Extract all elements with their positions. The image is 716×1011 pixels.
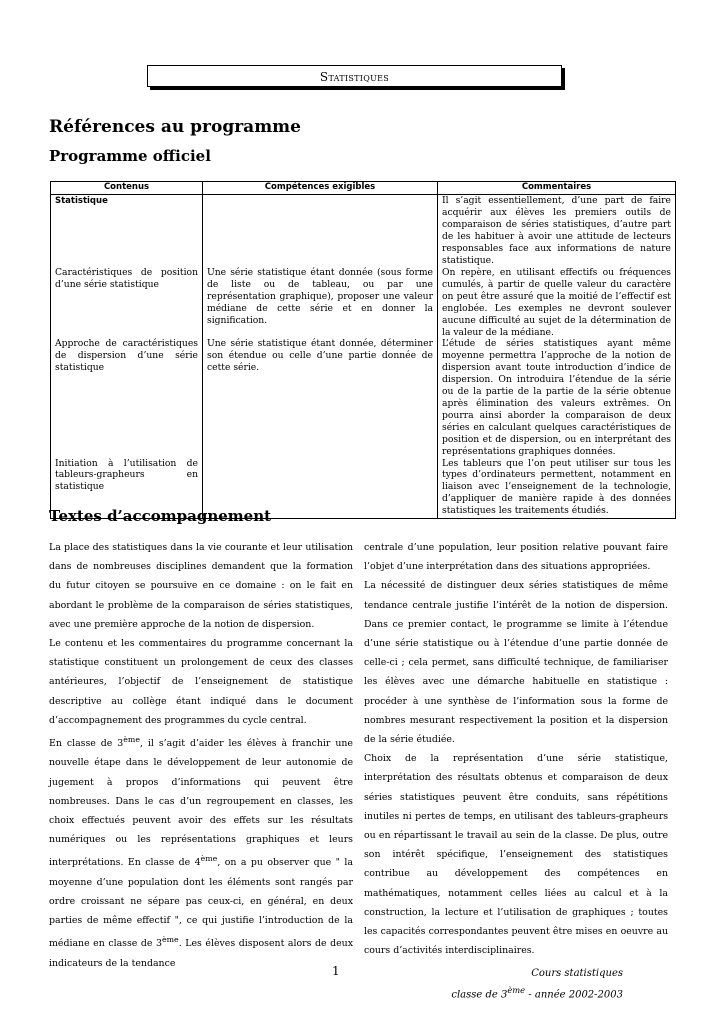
header-title-box xyxy=(147,65,562,87)
table-cell-commentaire: L’étude de séries statistiques ayant même moyenne permettra l’approche de la notion de dispersion avant toute introduction d’indice de dispersion. On introduira l’étendue de la série ou de la partie de la partie de la série obtenue après élimination des valeurs extrêmes. On pourra ainsi aborder la comparaison de deux séries en calculant quelques caractéristiques de position et de dispersion, ou en interprétant des représentations graphiques données. xyxy=(438,338,676,457)
table-header-commentaires: Commentaires xyxy=(438,182,676,195)
paragraph: centrale d’une population, leur position relative pouvant faire l’objet d’une interprétation dans des situations appropriées. xyxy=(364,542,668,573)
footer-class-year: classe de 3ème - année 2002-2003 xyxy=(451,985,623,1001)
table-cell-competence xyxy=(203,195,438,268)
table-cell-commentaire: On repère, en utilisant effectifs ou fréquences cumulés, à partir de quelle valeur du caractère on peut être assuré que la moitié de l’effectif est englobée. Les exemples ne devront soulever aucune difficulté au sujet de la détermination de la valeur de la médiane. xyxy=(438,267,676,338)
paragraph: En classe de 3ème, il s’agit d’aider les élèves à franchir une nouvelle étape dans le développement de leur autonomie de jugement à propos d’informations qui peuvent être nombreuses. Dans le cas d’un regroupement en classes, les choix effectués peuvent avoir des effets sur les résultats numériques ou les représentations graphiques et leurs interprétations. En classe de 4ème, on a pu observer que " la moyenne d’une population dont les éléments sont rangés par ordre croissant ne sépare pas ceux-ci, en général, en deux parties de même effectif ", ce qui justifie l’introduction de la médiane en classe de 3ème. Les élèves disposent alors de deux indicateurs de la tendance xyxy=(49,735,353,969)
subsection-textes-accompagnement: Textes d’accompagnement xyxy=(49,507,272,525)
paragraph: La place des statistiques dans la vie courante et leur utilisation dans de nombreuses disciplines demandent que la formation du futur citoyen se poursuive en ce domaine : on le fait en abordant le problème de la comparaison de séries statistiques, avec une première approche de la notion de dispersion. xyxy=(49,542,353,630)
page-number: 1 xyxy=(332,964,340,978)
table-header-contenus: Contenus xyxy=(51,182,203,195)
paragraph: Le contenu et les commentaires du programme concernant la statistique constituent un prolongement de ceux des classes antérieures, l’objectif de l’enseignement de statistique descriptive au collège étant indiqué dans le document d’accompagnement des programmes du cycle central. xyxy=(49,638,353,726)
table-cell-competence: Une série statistique étant donnée, déterminer son étendue ou celle d’une partie donnée de cette série. xyxy=(203,338,438,457)
table-cell-commentaire: Les tableurs que l’on peut utiliser sur tous les types d’ordinateurs permettent, notamment en liaison avec l’enseignement de la technologie, d’appliquer de manière rapide à des données statistiques les traitements étudiés. xyxy=(438,458,676,519)
table-cell-competence: Une série statistique étant donnée (sous forme de liste ou de tableau, ou par une représentation graphique), proposer une valeur médiane de cette série et en donner la signification. xyxy=(203,267,438,338)
table-cell-commentaire: Il s’agit essentiellement, d’une part de faire acquérir aux élèves les premiers outils de comparaison de séries statistiques, d’autre part de les habituer à avoir une attitude de lecteurs responsables face aux informations de nature statistique. xyxy=(438,195,676,268)
footer-course-title: Cours statistiques xyxy=(531,968,623,979)
table-row xyxy=(51,338,676,457)
table-cell-contenu: Statistique xyxy=(55,196,108,206)
paragraph: La nécessité de distinguer deux séries statistiques de même tendance centrale justifie l’intérêt de la notion de dispersion. Dans ce premier contact, le programme se limite à l’étendue d’une série statistique ou à l’étendue d’une partie donnée de celle-ci ; cela permet, sans difficulté technique, de familiariser les élèves avec une démarche habituelle en statistique : procéder à une synthèse de l’information sous la forme de nombres mesurant respectivement la position et la dispersion de la série étudiée. xyxy=(364,580,668,746)
header-title: Statistiques xyxy=(319,70,390,84)
section-title: Références au programme xyxy=(49,117,301,137)
table-row xyxy=(51,267,676,338)
table-cell-contenu: Initiation à l’utilisation de tableurs-grapheurs en statistique xyxy=(51,458,203,519)
footer xyxy=(451,966,623,1003)
table-header-row xyxy=(51,182,676,195)
programme-table xyxy=(50,181,676,519)
table-cell-contenu: Caractéristiques de position d’une série statistique xyxy=(51,267,203,338)
paragraph: Choix de la représentation d’une série statistique, interprétation des résultats obtenus et comparaison de deux séries statistiques peuvent être conduits, sans répétitions inutiles ni pertes de temps, en utilisant des tableurs-grapheurs ou en répartissant le travail au sein de la classe. De plus, outre son intérêt spécifique, l’enseignement des statistiques contribue au développement des compétences en mathématiques, notamment celles liées au calcul et à la construction, la lecture et l’utilisation de graphiques ; toutes les capacités correspondantes peuvent être mises en oeuvre au cours d’activités interdisciplinaires. xyxy=(364,753,668,957)
table-header-competences: Compétences exigibles xyxy=(203,182,438,195)
right-text-column xyxy=(364,538,668,960)
table-cell-contenu: Approche de caractéristiques de dispersion d’une série statistique xyxy=(51,338,203,457)
table-row xyxy=(51,195,676,268)
subsection-programme-officiel: Programme officiel xyxy=(49,147,211,165)
left-text-column xyxy=(49,538,353,973)
